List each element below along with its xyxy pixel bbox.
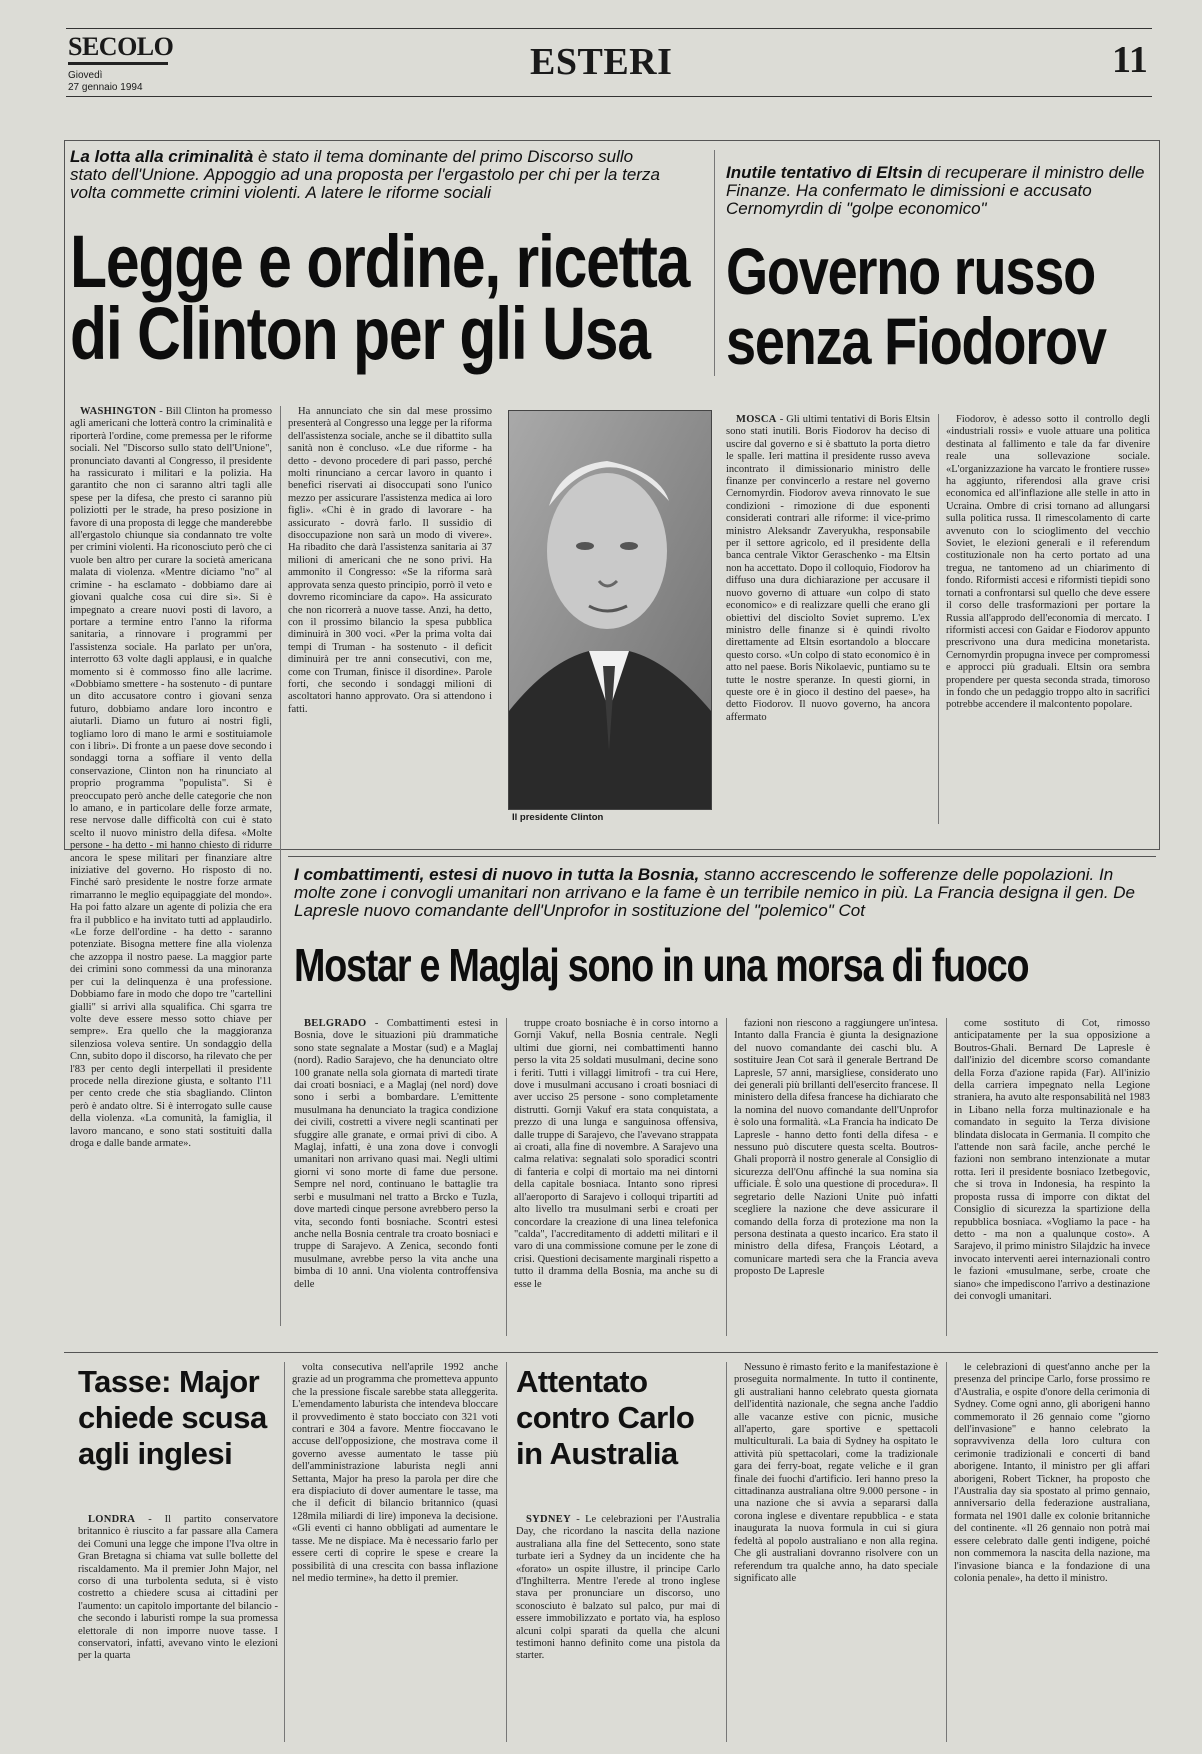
photo-caption: Il presidente Clinton <box>512 812 604 823</box>
major-headline-line-2: chiede scusa <box>78 1400 267 1435</box>
column-divider <box>726 1362 727 1742</box>
major-body-2: volta consecutiva nell'aprile 1992 anche grazie ad un programma che prometteva appunto che la pressione fiscale sarebbe stata alleggerita. L'emendamento laburista che intendeva bloccare il provvedimento è stato bocciato con 321 voti contrari e 304 a favore. Mentre fioccavano le accuse dell'opposizione, che mostrava come il governo avesse aumentato le tasse più dell'amministrazione laburista negli anni Settanta, Major ha preso la parola per dire che era dispiaciuto di dover aumentare le tasse, ma che il deficit di bilancio britannico (quasi 128mila miliardi di lire) imponeva la decisione. «Gli eventi ci hanno obbligati ad aumentare le tasse. Me ne dispiace. Ma è necessario farlo per essere certi di coprire le spese e creare la possibilità di una crescita con bassa inflazione nel medio termine», ha detto il premier. <box>292 1362 498 1584</box>
russia-headline <box>726 236 1106 376</box>
clinton-dateline: WASHINGTON <box>80 406 157 417</box>
major-body-1: - Il partito conservatore britannico è riuscito a far passare alla Camera dei Comuni una legge che impone l'Iva oltre in Gran Bretagna si chiama vat sulle bollette del riscaldamento. Ma il premier John Major, nel corso di una turbolenta seduta, si è visto costretto a chiedere scusa ai cittadini per l'aumento: un capitolo importante del bilancio - che secondo i laburisti rompe la sua promessa elettorale di non imporre nuove tasse. I conservatori, infatti, avevano vinto le elezioni per la quarta <box>78 1514 278 1662</box>
clinton-headline <box>70 220 690 375</box>
major-headline-line-1: Tasse: Major <box>78 1364 260 1399</box>
newspaper-logo: SECOLO <box>68 32 174 61</box>
issue-date-text: 27 gennaio 1994 <box>68 82 143 93</box>
bosnia-kicker-rest: stanno accrescendo le sofferenze delle popolazioni. In molte zone i convogli umanitari non arrivano e la fame è un terribile nemico in più. La Francia designa il gen. De Lapresle nuovo comandante dell'Unprofor in sostituzione del "polemico" Cot <box>294 865 1136 920</box>
bosnia-body-3: fazioni non riescono a raggiungere un'intesa. Intanto dalla Francia è giunta la designazione del nuovo comandante dei caschi blu. A sostituire Jean Cot sarà il generale Bertrand De Lapresle, 57 anni, marsigliese, considerato uno dei generali più brillanti dell'esercito francese. Il ministero della difesa francese ha dichiarato che la nomina del nuovo comandante dell'Unprofor è solo una formalità. «La Francia ha indicato De Lapresle - hanno detto fonti della difesa - e nessuno può discutere questa scelta. Boutros-Ghali proporrà il nostro generale al Consiglio di sicurezza dell'Onu affinché la sua nomina sia ufficiale. È solo una questione di procedura». Il segretario delle Nazioni Unite può infatti scegliere la nazione che deve assicurare il comando della forza di protezione ma non la persona destinata a questo incarico. Era stato il ministro della difesa, François Léotard, a comunicare martedì sera che la Francia aveva proposto De Lapresle <box>734 1018 938 1278</box>
bosnia-body-4: come sostituto di Cot, rimosso anticipatamente per la sua opposizione a Boutros-Ghali. Bernard De Lapresle è dall'inizio del dicembre scorso comandante della Forza d'azione rapida (Far). All'inizio della carriera impegnato nella Legione straniera, ha avuto alte responsabilità nel 1983 in Libano nella forza multinazionale e ha comandato in seguito la Terza divisione blindata dislocata in Germania. Il compito che l'attende non sarà facile, anche perché le fazioni non sembrano intenzionate a mutar rotta. Ieri il presidente bosniaco Izetbegovic, che si trova in Indonesia, ha respinto la proposta russa di imporre con diktat del Consiglio di sicurezza la spartizione della repubblica bosniaca. «Vogliamo la pace - ha detto - ma non a qualunque costo». A Sarajevo, il primo ministro Silajdzic ha invece invocato interventi aerei internazionali contro le fazioni «musulmane, serbe, croate che siano» che impediscono l'arrivo a destinazione dei convogli umanitari. <box>954 1018 1150 1302</box>
column-divider <box>280 406 281 1326</box>
australia-body-1: - Le celebrazioni per l'Australia Day, che ricordano la nascita della nazione australiana alla fine del Settecento, sono state turbate ieri a Sydney da un incidente che ha «forato» un ospite illustre, il principe Carlo d'Inghilterra. Mentre l'erede al trono inglese stava per pronunciare un discorso, uno sconosciuto è balzato sul palco, pur mai di essere immobilizzato e portato via, ha esploso alcuni colpi sparati da quella che alcuni testimoni hanno definito come una pistola da starter. <box>516 1514 720 1662</box>
australia-headline-line-2: contro Carlo <box>516 1400 695 1435</box>
issue-day: Giovedì <box>68 70 103 81</box>
russia-body-1: - Gli ultimi tentativi di Boris Eltsin sono stati inutili. Boris Fiodorov ha deciso di uscire dal governo e si è sbattuto la porta dietro le spalle. Ieri mattina il presidente russo aveva incontrato il dimissionario ministro delle finanze per convincerlo a restare nel governo Cernomyrdin. Fiodorov aveva rinnovato le sue condizioni - rimozione di due esponenti considerati contrari alle riforme: il vice-primo ministro Aleksandr Zaveryukha, responsabile per il settore agricolo, ed il presidente della banca centrale Viktor Geraschenko - ma Eltsin non ha accettato. Dopo il colloquio, Fiodorov ha diffuso una dura dichiarazione per accusare il nuovo governo di attuare «un colpo di stato economico» e di realizzare quelli che erano gli obiettivi del disciolto Soviet supremo. L'ex ministro delle finanze si è quindi rivolto direttamente ad Eltsin esortandolo a bloccare questo corso. «Un colpo di stato economico è in atto nel paese. Boris Nikolaevic, puntiamo su te tutte le nostre speranze. In questi giorni, in queste ore è in gioco il destino del paese», ha detto Fiodorov. Il nuovo governo, ha ancora affermato <box>726 414 930 723</box>
russia-kicker-lead: Inutile tentativo di Eltsin <box>726 163 923 182</box>
clinton-kicker-lead: La lotta alla criminalità <box>70 147 254 166</box>
australia-headline-line-1: Attentato <box>516 1364 648 1399</box>
russia-headline-line-1: Governo russo <box>726 234 1095 308</box>
masthead-bottom-rule <box>66 96 1152 97</box>
russia-headline-line-2: senza Fiodorov <box>726 304 1106 378</box>
clinton-headline-line-1: Legge e ordine, ricetta <box>70 220 690 303</box>
clinton-photo <box>508 410 712 810</box>
bosnia-column-2 <box>514 1018 718 1338</box>
top-divider <box>714 150 715 376</box>
clinton-column-1 <box>70 406 272 1330</box>
bosnia-kicker <box>294 866 1150 920</box>
russia-dateline: MOSCA <box>736 414 777 425</box>
page-number: 11 <box>1112 39 1148 81</box>
bottom-section-rule <box>64 1352 1158 1353</box>
major-column-2 <box>292 1362 498 1744</box>
russia-kicker-rest: di recuperare il ministro delle Finanze. Ha confermato le dimissioni e accusato Cernomyrdin di "golpe economico" <box>726 163 1145 218</box>
bosnia-kicker-lead: I combattimenti, estesi di nuovo in tutta la Bosnia, <box>294 865 700 884</box>
column-divider <box>506 1362 507 1742</box>
bosnia-column-1 <box>294 1018 498 1338</box>
clinton-headline-line-2: di Clinton per gli Usa <box>70 292 650 375</box>
bosnia-column-3 <box>734 1018 938 1338</box>
russia-column-1 <box>726 414 930 826</box>
column-divider <box>284 1362 285 1742</box>
australia-body-2: Nessuno è rimasto ferito e la manifestazione è proseguita normalmente. In tutto il continente, gli australiani hanno celebrato questa giornata dell'identità nazionale, che segna anche l'addio alle vacanze estive con picnic, musiche all'aperto, gare sportive e spettacoli multiculturali. La baia di Sydney ha ospitato le attività più spettacolari, come la tradizionale gara dei ferry-boat, regate veliche e il gran finale dei fuochi d'artificio. Ieri hanno preso la cittadinanza australiana oltre 9.000 persone - in una nazione che si avvia a separarsi dalla corona inglese e diventare repubblica - e stata inaugurata la nuova formula in cui si giura fedeltà al popolo australiano e non alla regina. Che gli australiani dovranno risolvere con un referendum tra qualche anno, ha dato speciale significato alle <box>734 1362 938 1584</box>
bosnia-body-1: - Combattimenti estesi in Bosnia, dove le situazioni più drammatiche sono state segnalate a Mostar (sud) e a Maglaj (nord). Radio Sarajevo, che ha denunciato oltre 100 granate nella sola giornata di martedì tirate dai croati bosniaci, e a Maglaj (nel nord) dove sono i serbi a bombardare. L'emittente musulmana ha denunciato la tragica condizione dei civili, costretti a vivere negli scantinati per sfuggire alle granate, e ormai privi di cibo. A Maglaj, infatti, è una zona dove i convogli umanitari non arrivano quasi mai. Negli ultimi giorni vi sono morte di fame due persone. Sempre nel nord, continuano le battaglie tra serbi e musulmani nel tratto a Brcko e Tuzla, dove martedì cinque persone avrebbero perso la vita, secondo fonti bosniache. Scontri estesi anche nella Bosnia centrale tra croato bosniaci e truppe di Sarajevo. A Zenica, secondo fonti musulmane, avrebbe perso la vita anche una bimba di 10 anni. Una violenta controffensiva delle <box>294 1018 498 1290</box>
australia-dateline: SYDNEY <box>526 1514 571 1525</box>
section-title: ESTERI <box>530 41 673 83</box>
australia-headline <box>516 1364 694 1472</box>
australia-body-3: le celebrazioni di quest'anno anche per la presenza del principe Carlo, forse prossimo re d'Australia, e ospite d'onore della cerimonia di Sydney. Come ogni anno, gli aborigeni hanno commemorato il 26 gennaio come "giorno dell'invasione" e hanno celebrato la sopravvivenza della loro cultura con cerimonie tradizionali e concerti di band aborigene. Intanto, il ministro per gli affari aborigeni, Robert Tickner, ha proposto che l'Australia day sia spostato al primo gennaio, anniversario della federazione australiana, formata nel 1901 dalle ex colonie britanniche del continente. «Il 26 gennaio non potrà mai essere celebrato dalle genti indigene, poiché non commemora la nascita della nazione, ma l'invasione bianca e la fondazione di una colonia penale», ha detto il ministro. <box>954 1362 1150 1584</box>
column-divider <box>726 1018 727 1336</box>
australia-column-1 <box>516 1514 720 1744</box>
russia-column-2 <box>946 414 1150 826</box>
bosnia-column-4 <box>954 1018 1150 1338</box>
russia-kicker <box>726 164 1146 218</box>
bosnia-dateline: BELGRADO <box>304 1018 367 1029</box>
australia-headline-line-3: in Australia <box>516 1436 678 1471</box>
portrait-illustration <box>509 411 711 809</box>
column-divider <box>506 1018 507 1336</box>
clinton-body-2: Ha annunciato che sin dal mese prossimo presenterà al Congresso una legge per la riforma dell'assistenza sociale, anche se il dibattito sulla sanità non è concluso. «Le due riforme - ha detto - devono procedere di pari passo, perché molti rinunciano a cercar lavoro in quanto i benefici riservati ai disoccupati sono l'unico mezzo per assicurare l'assistenza medica ai loro figli». «Chi è in grado di lavorare - ha assicurato - dovrà farlo. Il sussidio di disoccupazione non sarà un modo di vivere». Ha ribadito che darà l'assistenza sanitaria ai 37 milioni di americani che ne sono privi. Ha ammonito il Congresso: «Se la riforma sarà approvata senza questo principio, porrò il veto e dovremo ricominciare da capo». Ha assicurato che non ricorrerà a nuove tasse. Anzi, ha detto, con il prossimo bilancio la spesa pubblica diminuirà in 300 voci. «Per la prima volta dai tempi di Truman - ha sostenuto - il deficit diminuirà per tre anni consecutivi, con me, come con Truman, finisce il disordine». Parole forti, che secondo i sondaggi milioni di ascoltatori hanno approvato. Ora si attendono i fatti. <box>288 406 492 715</box>
clinton-body-1: - Bill Clinton ha promesso agli americani che lotterà contro la criminalità e riporterà l'ordine, come premessa per le riforme sociali. Nel "Discorso sullo stato dell'Unione", pronunciato davanti al Congresso, il presidente ha rassicurato i militari e la polizia. Ha garantito che non ci saranno altri tagli alle spese per la difesa, che presto ci saranno più poliziotti per le strade, ha preso posizione in favore di una proposta di legge che manderebbe all'ergastolo chiunque sia condannato tre volte per crimini violenti. Ha riconosciuto però che ci vuole ben altro per curare la società americana malata di violenza. «Mentre diciamo "no" al crimine - ha esclamato - dobbiamo dare ai giovani qualche cosa cui dire sì». Si è impegnato a creare nuovi posti di lavoro, a portare a termine entro l'anno la riforma sanitaria, a rinnovare i programmi per l'assistenza sociale. Ha parlato per un'ora, interrotto 63 volte dagli applausi, e in qualche momento si è commosso fino alle lacrime. «Dobbiamo smettere - ha sostenuto - di puntare un dito accusatore contro i giovani senza futuro, dobbiamo andare loro incontro e aiutarli. Diamo un futuro ai nostri figli, togliamo loro di mano le armi e sostituiamole con i libri». Di fronte a un paese dove secondo i sondaggi torna a soffiare il vento della conservazione, Clinton non ha rinunciato al proprio programma "populista". Si è preoccupato però anche delle categorie che non lo amano, e in particolare delle forze armate, rese nervose dalle difficoltà con cui è stato scelto il nuovo ministro della difesa. «Molte persone - ha detto - mi hanno chiesto di ridurre ancora le spese militari per finanziare altre iniziative del governo. Ho risposto di no. Finché sarò presidente le nostre forze armate rimarranno le meglio equipaggiate del mondo». Ha poi fatto alzare un agente di polizia che era fra il pubblico e ha invitato tutti ad applaudirlo. «Le forze dell'ordine - ha detto - saranno potenziate. Bisogna mettere fine alla violenza che azzoppa il nostro paese. La maggior parte dei crimini sono commessi da una minoranza per cui la delinquenza è una professione. Dobbiamo fare in modo che dopo tre "cartellini gialli" si arrivi alla squalifica. Chi sgarra tre volte deve essere messo sotto chiave per sempre». Era quello che la maggioranza silenziosa voleva sentire. Un sondaggio della Cnn, subito dopo il discorso, ha rilevato che per l'83 per cento degli interpellati il presidente procede nella direzione giusta, e soltanto l'11 per cento crede che stia sbagliando. Clinton però è andato oltre. Si è interrogato sulle cause della violenza. «La comunità, la famiglia, il lavoro mancano, e sono stati sostituiti dalla droga e dalle bande armate». <box>70 406 272 1149</box>
column-divider <box>938 414 939 824</box>
major-headline <box>78 1364 267 1472</box>
clinton-kicker <box>70 148 670 202</box>
column-divider <box>946 1362 947 1742</box>
bosnia-body-2: truppe croato bosniache è in corso intorno a Gornji Vakuf, nella Bosnia centrale. Negli ultimi due giorni, nei combattimenti hanno perso la vita 25 soldati musulmani, decine sono i feriti. Tutti i villaggi limitrofi - tra cui Here, dove i musulmani accusano i croati bosniaci di aver ucciso 25 persone - sono completamente distrutti. Gornji Vakuf era stata conquistata, a prezzo di una lunga e sanguinosa offensiva, dalle truppe di Sarajevo, che l'avevano strappata ai croati, alla fine di novembre. A Sarajevo una calma relativa: segnalati solo sporadici scontri di fanteria e colpi di mortaio ma nei dintorni della capitale bosniaca. Intanto sono ripresi all'aeroporto di Sarajevo i colloqui tripartiti ad alto livello tra musulmani serbi e croati per concordare la creazione di una linea telefonica "calda", l'accreditamento di addetti militari e il varo di una commissione comune per le zone di crisi. Questioni decisamente marginali rispetto a tutto il dramma della Bosnia, ma anche su di esse le <box>514 1018 718 1290</box>
top-rule <box>66 28 1152 29</box>
column-divider <box>946 1018 947 1336</box>
russia-body-2: Fiodorov, è adesso sotto il controllo degli «industriali rossi» e vuole attuare una politica destinata al fallimento e tale da far divenire reale una sollevazione sociale. «L'organizzazione ha varcato le frontiere russe» ha aggiunto, riferendosi alla grave crisi economica ed all'inflazione alle stelle in atto in Ucraina. Ombre di crisi tornano ad allungarsi sulla politica russa. Il rimescolamento di carte avvenuto con lo scioglimento del vecchio Soviet, le elezioni generali e il referendum costituzionale non ha certo portato ad una tregua, ne tantomeno ad un chiarimento di fondo. Riformisti accesi e riformisti tiepidi sono tornati a confrontarsi sul quello che deve essere il corso delle trasformazioni per portare la Russia all'approdo dell'economia di mercato. I riformisti accesi con Gaidar e Fiodorov appunto prescrivono una dura medicina monetarista. Cernomyrdin propugna invece per compromessi e approcci più graduali. Eltsin ora sembra propendere per questa seconda strada, timoroso in fondo che un pedaggio troppo alto in sacrifici potrebbe accendere il malcontento popolare. <box>946 414 1150 711</box>
major-column-1 <box>78 1514 278 1744</box>
australia-column-2 <box>734 1362 938 1744</box>
logo-underline <box>68 62 168 65</box>
bosnia-top-rule <box>288 856 1156 857</box>
major-dateline: LONDRA <box>88 1514 136 1525</box>
major-headline-line-3: agli inglesi <box>78 1436 233 1471</box>
clinton-kicker-rest: è stato il tema dominante del primo Discorso sullo stato dell'Unione. Appoggio ad una proposta per l'ergastolo per chi per la terza volta commette crimini violenti. A latere le riforme sociali <box>70 147 660 202</box>
australia-column-3 <box>954 1362 1150 1744</box>
issue-date <box>68 70 143 94</box>
bosnia-headline: Mostar e Maglaj sono in una morsa di fuoco <box>294 939 1029 991</box>
clinton-column-2 <box>288 406 492 830</box>
